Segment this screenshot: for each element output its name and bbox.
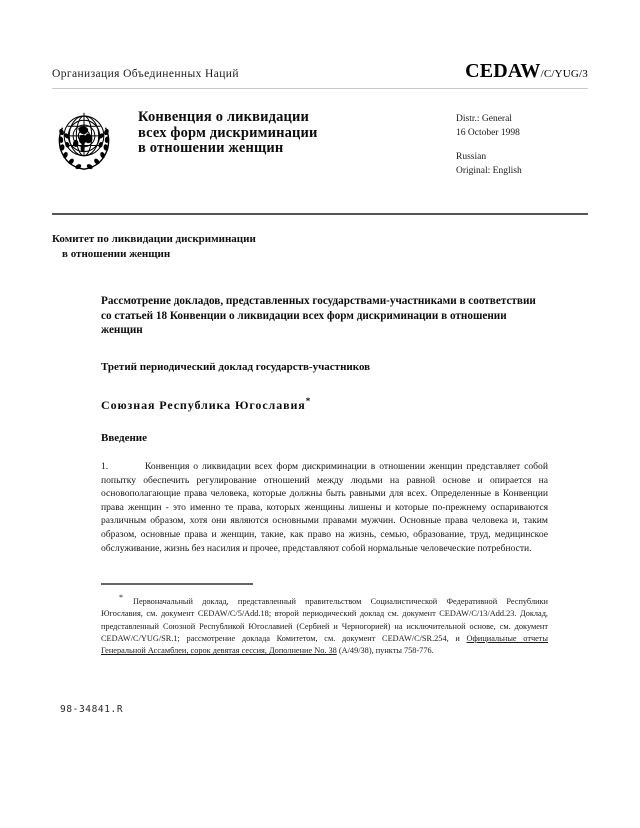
report-type-heading: Третий периодический доклад государств-участников: [101, 361, 371, 373]
page-title: Рассмотрение докладов, представленных государствами-участниками в соответствии со статьей 18 Конвенции о ликвидации всех форм дискриминации в отношении женщин: [101, 295, 536, 336]
title-block: [52, 104, 588, 178]
convention-title-line-3: в отношении женщин: [138, 140, 284, 156]
header-divider-thick: [52, 213, 588, 215]
footnote-text-part-1: Первоначальный доклад, представленный правительством Социалистической Федеративной Республики Югославия, см. документ CEDAW/C/5/Add.18; второй периодический доклад см. документ CEDAW/C/13/Add.23. Доклад, представленный Союзной Республикой Югославией (Сербией и Черногорией) на исключительной основе, см. документ CEDAW/C/YUG/SR.1; рассмотрение доклада Комитетом, см. документ CEDAW/C/SR.254, и: [101, 596, 548, 643]
distribution-type: Distr.: General: [456, 114, 512, 124]
paragraph-number: 1.: [101, 461, 109, 472]
header-divider-thin: [52, 88, 588, 89]
footnote-marker: *: [119, 593, 123, 602]
footnote: [101, 592, 548, 658]
country-name: Союзная Республика Югославия: [101, 398, 306, 412]
footnote-separator: [101, 583, 253, 585]
original-language: Original: English: [456, 166, 522, 176]
country-heading: [101, 396, 549, 413]
document-symbol: [465, 60, 588, 83]
section-heading: Введение: [101, 432, 148, 444]
convention-title-line-1: Конвенция о ликвидации: [138, 109, 310, 125]
country-footnote-marker: *: [305, 396, 311, 406]
body-paragraph: [101, 460, 548, 555]
distribution-date: 16 October 1998: [456, 128, 520, 138]
convention-title: [138, 104, 456, 157]
footnote-text-part-2: (A/49/38), пункты 758-776.: [336, 646, 434, 656]
document-symbol-main: CEDAW: [465, 60, 541, 82]
job-number: 98-34841.R: [60, 704, 124, 715]
document-symbol-suffix: /C/YUG/3: [540, 68, 588, 80]
convention-title-line-2: всех форм дискриминации: [138, 124, 318, 141]
distribution-block: [456, 104, 588, 178]
running-header: [52, 60, 588, 83]
committee-name-line-2: в отношении женщин: [62, 248, 171, 260]
paragraph-text: Конвенция о ликвидации всех форм дискриминации в отношении женщин представляет собой попытку обеспечить регулирование отношений между людьми на равной основе и опирается на основополагающие права человека, которые должны быть равными для всех. Определенные в Конвенции права женщин - это именно те права, которых женщины лишены и которые по-прежнему оспариваются различным образом, хотя они являются основными правами мужчин. Основные права человека и, таким образом, основные права и женщин, такие, как право на жизнь, семью, образование, труд, медицинское обслуживание, жизнь без насилия и прочее, представляют собой нормальные человеческие потребности.: [101, 461, 548, 554]
document-language: Russian: [456, 152, 487, 162]
un-emblem-icon: [52, 107, 116, 175]
committee-name-line-1: Комитет по ликвидации дискриминации: [52, 233, 256, 245]
organization-name: Организация Объединенных Наций: [52, 68, 239, 80]
committee-name: [52, 232, 472, 262]
footnote-underlined-reference: Официальные отчеты Генеральной Ассамблеи, сорок девятая сессия, Дополнение No. 38: [101, 633, 548, 656]
